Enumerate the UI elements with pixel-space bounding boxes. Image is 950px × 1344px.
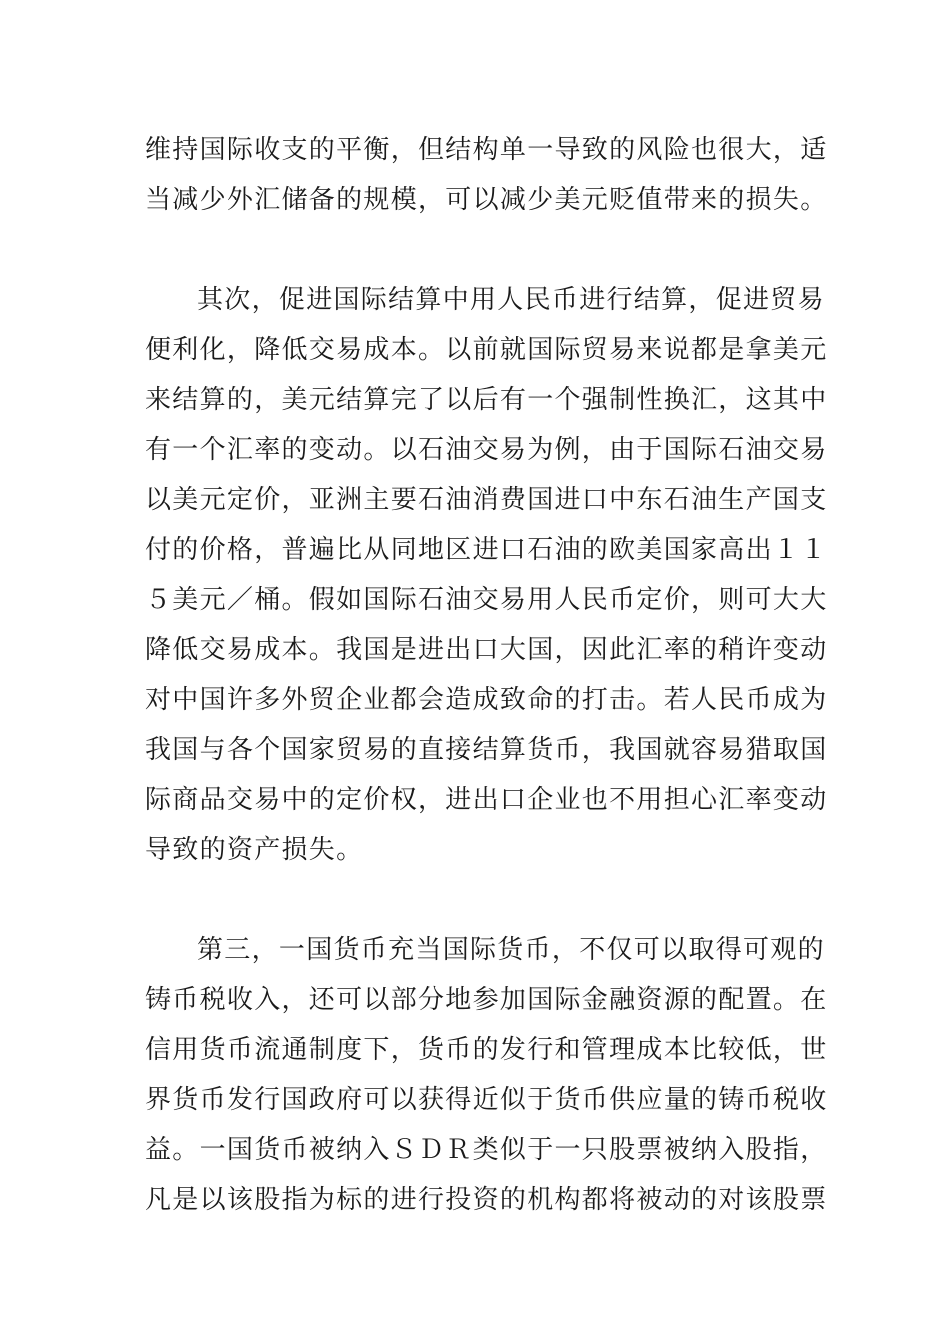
paragraph-2-line-10: 我国与各个国家贸易的直接结算货币，我国就容易猎取国 <box>145 735 828 765</box>
paragraph-2-line-9: 对中国许多外贸企业都会造成致命的打击。若人民币成为 <box>145 685 828 715</box>
paragraph-2-line-7: ５美元／桶。假如国际石油交易用人民币定价，则可大大 <box>145 585 828 615</box>
paragraph-3-line-3: 信用货币流通制度下，货币的发行和管理成本比较低，世 <box>145 1035 828 1065</box>
paragraph-3-line-5: 益。一国货币被纳入ＳＤＲ类似于一只股票被纳入股指， <box>145 1135 828 1165</box>
paragraph-2-line-2: 便利化，降低交易成本。以前就国际贸易来说都是拿美元 <box>145 335 828 365</box>
paragraph-3-line-4: 界货币发行国政府可以获得近似于货币供应量的铸币税收 <box>145 1085 828 1115</box>
paragraph-1-line-1: 维持国际收支的平衡，但结构单一导致的风险也很大，适 <box>145 135 828 165</box>
paragraph-2-line-3: 来结算的，美元结算完了以后有一个强制性换汇，这其中 <box>145 385 828 415</box>
paragraph-3-line-2: 铸币税收入，还可以部分地参加国际金融资源的配置。在 <box>145 985 828 1015</box>
paragraph-2-line-11: 际商品交易中的定价权，进出口企业也不用担心汇率变动 <box>145 785 828 815</box>
paragraph-2-line-4: 有一个汇率的变动。以石油交易为例，由于国际石油交易 <box>145 435 828 465</box>
paragraph-2-line-1: 其次，促进国际结算中用人民币进行结算，促进贸易 <box>197 285 825 315</box>
paragraph-3-line-1: 第三，一国货币充当国际货币，不仅可以取得可观的 <box>197 935 825 965</box>
paragraph-2-line-5: 以美元定价，亚洲主要石油消费国进口中东石油生产国支 <box>145 485 828 515</box>
paragraph-2-line-12: 导致的资产损失。 <box>145 835 364 865</box>
paragraph-1-line-2: 当减少外汇储备的规模，可以减少美元贬值带来的损失。 <box>145 185 828 215</box>
paragraph-3-line-6: 凡是以该股指为标的进行投资的机构都将被动的对该股票 <box>145 1185 828 1215</box>
paragraph-2-line-6: 付的价格，普遍比从同地区进口石油的欧美国家高出１１ <box>145 535 828 565</box>
paragraph-2-line-8: 降低交易成本。我国是进出口大国，因此汇率的稍许变动 <box>145 635 828 665</box>
